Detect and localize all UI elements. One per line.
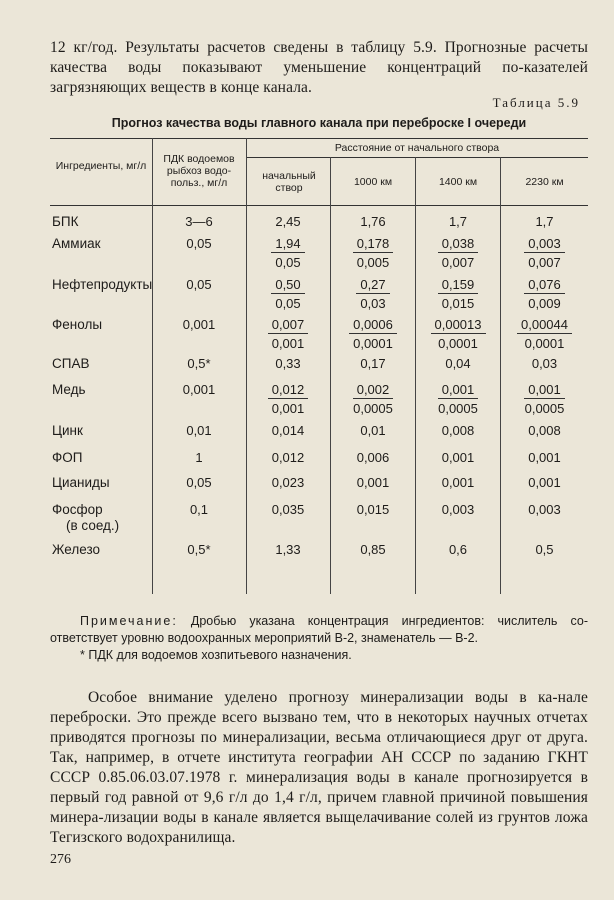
numerator: 0,038: [438, 236, 479, 253]
main-paragraph: [50, 688, 588, 848]
pdk-cell: 1: [195, 450, 203, 465]
value-cell: [418, 277, 498, 294]
main-text: Особое внимание уделено прогнозу минерализации воды в ка-нале переброски. Это прежде всего вызвано тем, что в некоторых научных отчетах приводятся прогнозы по минерализации, весьма отличающиеся друг от друга. Так, например, в отчете института географии АН СССР по заданию ГКНТ СССР 0.85.06.03.07.1978 г. минерализация воды в канале прогнозируется в первый год равной от 9,6 г/л до 1,4 г/л, причем главной причиной повышения минера-лизации воды в канале является выщелачивание солей из грунтов ложа Тегизского водохранилища.: [50, 689, 588, 846]
value: 0,003: [528, 502, 561, 517]
numerator: 0,50: [271, 277, 304, 294]
value: 0,008: [528, 423, 561, 438]
denominator: 0,001: [271, 336, 305, 351]
numerator: 0,001: [524, 382, 565, 399]
intro-paragraph: [50, 38, 588, 98]
value-cell: [503, 317, 586, 334]
value: 0,001: [356, 475, 390, 490]
column-divider: [415, 157, 416, 594]
column-divider: [246, 138, 247, 594]
denominator: 0,0005: [438, 401, 478, 416]
value: 0,17: [360, 356, 386, 371]
column-divider: [330, 157, 331, 594]
value: 0,012: [271, 450, 305, 465]
header-2230: 2230 км: [525, 176, 564, 188]
value: 0,6: [448, 542, 468, 557]
numerator: 0,001: [438, 382, 479, 399]
denominator: 0,0005: [353, 401, 393, 416]
value-cell: [333, 423, 413, 438]
value: 0,01: [360, 423, 386, 438]
ingredient-name: Фосфор: [52, 502, 103, 517]
header-distance-group: Расстояние от начального створа: [334, 142, 500, 154]
value: 0,001: [528, 450, 561, 465]
ingredient-name: Медь: [52, 382, 86, 397]
value-cell: [333, 317, 413, 334]
numerator: 0,012: [268, 382, 309, 399]
value-cell: [503, 382, 586, 399]
header-1000: 1000 км: [353, 176, 393, 188]
column-divider: [500, 157, 501, 594]
value-cell: [248, 382, 328, 399]
header-start: начальный створ: [262, 170, 316, 194]
value-cell: [333, 382, 413, 399]
value: 0,015: [356, 502, 390, 517]
table-top-rule: [50, 138, 588, 139]
header-1400: 1400 км: [438, 176, 478, 188]
ingredient-name: Цианиды: [52, 475, 110, 490]
value-cell: [333, 277, 413, 294]
value-cell: [503, 356, 586, 371]
distance-group-rule: [246, 157, 588, 158]
value-cell: [503, 502, 586, 517]
value-cell: [333, 542, 413, 557]
value-cell: [503, 214, 586, 229]
value-cell: [248, 423, 328, 438]
value: 0,023: [271, 475, 305, 490]
value-cell: [503, 423, 586, 438]
table-label: Таблица 5.9: [492, 95, 580, 110]
value-cell: [333, 502, 413, 517]
value-cell: [418, 382, 498, 399]
value: 0,006: [356, 450, 390, 465]
value-cell: [418, 236, 498, 253]
value-cell: [503, 475, 586, 490]
pdk-cell: 0,001: [182, 317, 216, 332]
numerator: 0,00044: [517, 317, 572, 334]
pdk-cell: 0,05: [186, 236, 212, 251]
value-cell: [333, 236, 413, 253]
value: 0,001: [441, 475, 475, 490]
value-cell: [418, 542, 498, 557]
ingredient-name: Цинк: [52, 423, 83, 438]
page-number: 276: [50, 852, 71, 867]
value: 0,003: [441, 502, 475, 517]
denominator: 0,03: [360, 296, 386, 311]
intro-text: 12 кг/год. Результаты расчетов сведены в таблицу 5.9. Прогнозные расчеты качества воды показывают уменьшение концентраций по-казателей загрязняющих веществ в конце канала.: [50, 39, 588, 96]
value-cell: [418, 356, 498, 371]
numerator: 0,00013: [431, 317, 486, 334]
denominator: 0,015: [441, 296, 475, 311]
denominator: 0,001: [271, 401, 305, 416]
numerator: 0,007: [268, 317, 309, 334]
denominator: 0,005: [356, 255, 390, 270]
value: 0,33: [275, 356, 301, 371]
value: 2,45: [275, 214, 301, 229]
ingredient-name: Аммиак: [52, 236, 101, 251]
value: 0,85: [360, 542, 386, 557]
value-cell: [248, 450, 328, 465]
denominator: 0,0001: [524, 336, 565, 351]
numerator: 0,27: [356, 277, 389, 294]
value-cell: [503, 277, 586, 294]
value-cell: [248, 214, 328, 229]
denominator: 0,05: [275, 255, 301, 270]
value-cell: [333, 475, 413, 490]
value-cell: [333, 356, 413, 371]
value: 0,001: [528, 475, 561, 490]
note-text: Дробью указана концентрация ингредиентов: числитель со-ответствует уровню водоохранных мероприятий В-2, знаменатель — В-2.: [50, 614, 588, 645]
value-cell: [418, 450, 498, 465]
numerator: 0,159: [438, 277, 479, 294]
header-ingredient: Ингредиенты, мг/л: [55, 160, 147, 172]
pdk-cell: 0,05: [186, 475, 212, 490]
denominator: 0,0001: [438, 336, 478, 351]
header-pdk: ПДК водоемов рыбхоз водо-польз., мг/л: [163, 153, 235, 189]
denominator: 0,0001: [353, 336, 393, 351]
value-cell: [248, 475, 328, 490]
ingredient-name-sub: (в соед.): [66, 518, 120, 533]
numerator: 0,002: [353, 382, 394, 399]
value: 0,5: [535, 542, 554, 557]
table-header-rule: [50, 205, 588, 206]
value: 0,014: [271, 423, 305, 438]
value: 1,76: [360, 214, 386, 229]
pdk-cell: 0,1: [189, 502, 209, 517]
ingredient-name: Нефтепродукты: [52, 277, 153, 292]
value-cell: [248, 542, 328, 557]
value-cell: [333, 214, 413, 229]
value: 1,33: [275, 542, 301, 557]
value: 0,04: [445, 356, 471, 371]
numerator: 1,94: [271, 236, 304, 253]
value: 0,035: [271, 502, 305, 517]
numerator: 0,178: [353, 236, 394, 253]
value-cell: [333, 450, 413, 465]
denominator: 0,05: [275, 296, 301, 311]
table-footnote: * ПДК для водоемов хозпитьевого назначения.: [80, 648, 352, 662]
value: 0,001: [441, 450, 475, 465]
ingredient-name: СПАВ: [52, 356, 90, 371]
value-cell: [418, 214, 498, 229]
denominator: 0,007: [528, 255, 561, 270]
pdk-cell: 0,5*: [187, 542, 211, 557]
value: 0,03: [531, 356, 558, 371]
value-cell: [503, 542, 586, 557]
pdk-cell: 0,01: [186, 423, 212, 438]
denominator: 0,007: [441, 255, 475, 270]
value-cell: [418, 475, 498, 490]
value-cell: [248, 317, 328, 334]
value-cell: [503, 236, 586, 253]
denominator: 0,0005: [524, 401, 565, 416]
value: 0,008: [441, 423, 475, 438]
pdk-cell: 3—6: [185, 214, 213, 229]
value-cell: [418, 317, 498, 334]
value-cell: [248, 277, 328, 294]
numerator: 0,003: [524, 236, 565, 253]
value-cell: [418, 502, 498, 517]
ingredient-name: Фенолы: [52, 317, 103, 332]
value-cell: [248, 236, 328, 253]
denominator: 0,009: [528, 296, 561, 311]
value-cell: [503, 450, 586, 465]
pdk-cell: 0,001: [182, 382, 216, 397]
table-title: Прогноз качества воды главного канала при переброске I очереди: [111, 116, 527, 130]
value-cell: [248, 356, 328, 371]
note-label: Примечание:: [80, 614, 178, 628]
value-cell: [418, 423, 498, 438]
value: 1,7: [535, 214, 554, 229]
value-cell: [248, 502, 328, 517]
numerator: 0,0006: [349, 317, 397, 334]
ingredient-name: Железо: [52, 542, 100, 557]
ingredient-name: ФОП: [52, 450, 83, 465]
table-note: [50, 613, 588, 647]
ingredient-name: БПК: [52, 214, 79, 229]
pdk-cell: 0,5*: [187, 356, 211, 371]
column-divider: [152, 138, 153, 594]
pdk-cell: 0,05: [186, 277, 212, 292]
numerator: 0,076: [524, 277, 565, 294]
value: 1,7: [448, 214, 468, 229]
